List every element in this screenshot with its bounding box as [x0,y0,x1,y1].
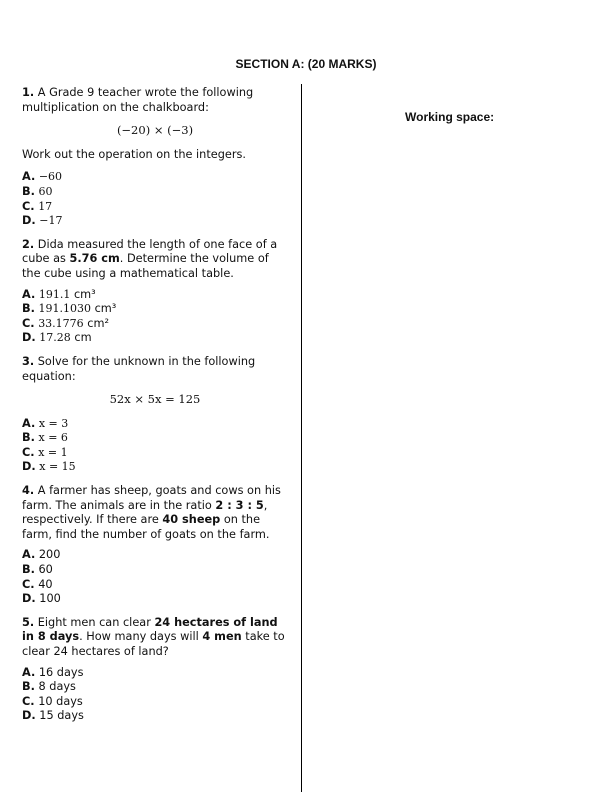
option-c[interactable]: C. 40 [22,577,53,591]
question-text: A Grade 9 teacher wrote the following multiplication on the chalkboard: [22,86,254,114]
option-b[interactable]: B. x = 6 [22,431,68,445]
question-number: 5. [22,615,35,629]
question-1-options [22,170,288,228]
option-b[interactable]: B. 8 days [22,680,76,694]
question-5: 5. Eight men can clear 24 hectares of land in 8 days. How many days will 4 men take to clear 24 hectares of land? [22,615,285,658]
question-1-instruction: Work out the operation on the integers. [22,147,246,161]
option-d[interactable]: D. 100 [22,592,61,606]
option-d[interactable]: D. x = 15 [22,460,76,474]
column-divider [301,84,302,792]
question-3-options [22,417,288,475]
section-title: SECTION A: (20 MARKS) [235,57,377,71]
question-number: 1. [22,86,35,99]
question-4-options [22,548,288,606]
question-text: Solve for the unknown in the following equation: [22,354,256,383]
questions-column [22,86,288,733]
question-4: 4. A farmer has sheep, goats and cows on his farm. The animals are in the ratio 2 : 3 : 5, respectively. If there are 40 sheep on the farm, find the number of goats on the farm. [22,484,281,541]
option-c[interactable]: C. x = 1 [22,445,68,459]
option-b[interactable]: B. 191.1030 cm³ [22,302,117,316]
option-c[interactable]: C. 33.1776 cm² [22,316,110,330]
option-d[interactable]: D. −17 [22,214,63,228]
option-a[interactable]: A. x = 3 [22,416,69,430]
option-c[interactable]: C. 17 [22,199,53,213]
question-1 [22,86,288,115]
option-c[interactable]: C. 10 days [22,694,83,708]
question-number: 4. [22,484,35,498]
question-3 [22,355,288,384]
option-a[interactable]: A. 200 [22,548,61,562]
option-a[interactable]: A. 16 days [22,665,84,679]
option-b[interactable]: B. 60 [22,563,53,577]
option-d[interactable]: D. 15 days [22,709,84,723]
question-2-options [22,288,288,346]
question-2: 2. Dida measured the length of one face of a cube as 5.76 cm. Determine the volume of the cube using a mathematical table. [22,237,278,280]
working-space-label: Working space: [405,110,495,124]
option-d[interactable]: D. 17.28 cm [22,331,92,345]
question-number: 3. [22,354,35,368]
question-number: 2. [22,237,35,251]
question-1-expression: (−20) × (−3) [116,123,194,138]
option-a[interactable]: A. −60 [22,170,63,184]
question-3-equation: 52x × 5x = 125 [109,392,201,407]
question-5-options [22,666,288,724]
option-a[interactable]: A. 191.1 cm³ [22,287,96,301]
option-b[interactable]: B. 60 [22,184,53,198]
